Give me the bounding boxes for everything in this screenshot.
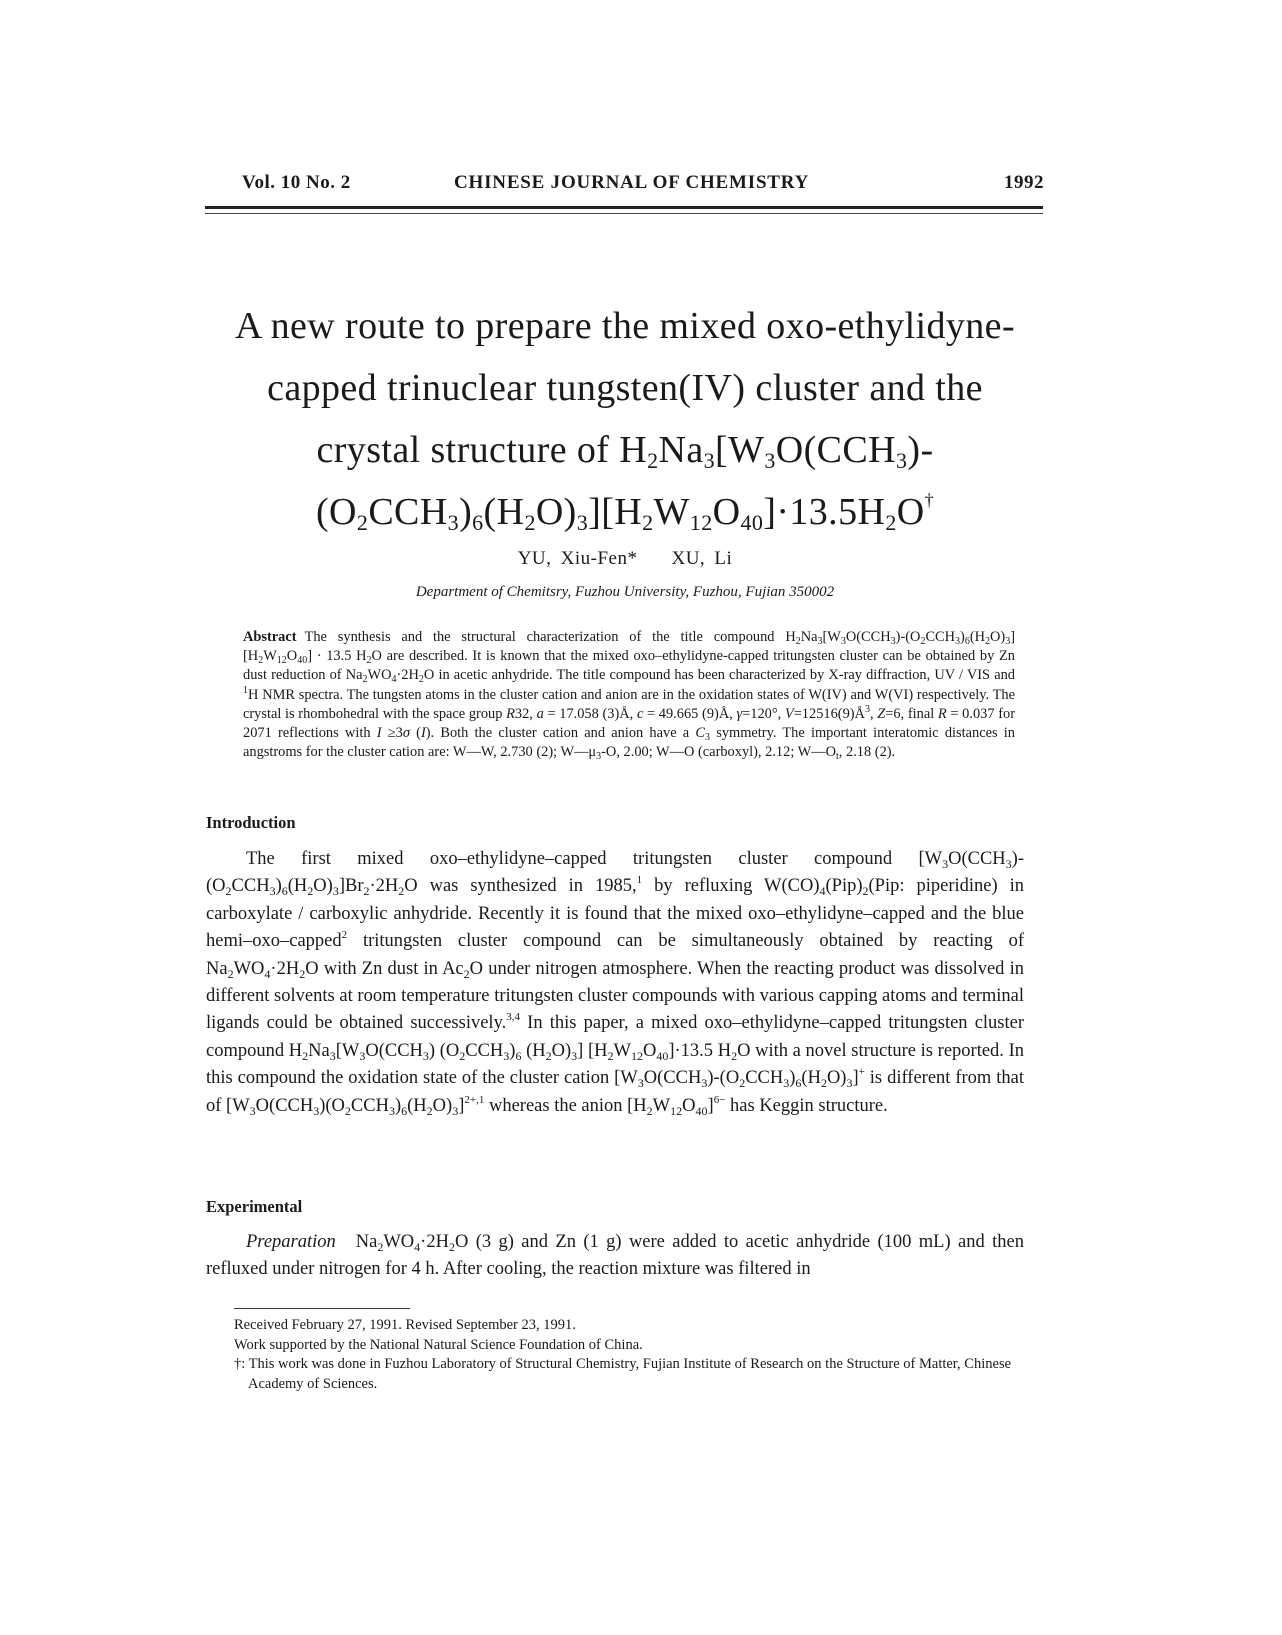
author-yu: YU, Xiu-Fen* (517, 548, 638, 569)
author-list (200, 548, 1050, 570)
section-heading-experimental: Experimental (206, 1197, 303, 1216)
article-title (200, 295, 1050, 543)
footnote-support: Work supported by the National Natural Science Foundation of China. (234, 1336, 643, 1353)
author-xu: XU, Li (671, 548, 733, 569)
abstract: Abstract The synthesis and the structural characterization of the title compound $H_2Na_3[W_3O(CCH_3)-(O_2CCH_3)_6(H_2O)_3] [H_2W_{12}O_{40}] \cdot 13.5$ $H_2O$ are described. It is known that the mixed oxo–ethylidyne-capped tritungsten cluster can be obtained by Zn dust reduction of $Na_2WO_4\cdot 2H_2O$ in acetic anhydride. The title compound has been characterized by X-ray diffraction, UV / VIS and $^1$H NMR spectra. The tungsten atoms in the cluster cation and anion are in the oxidation states of W(IV) and W(VI) respectively. The crystal is rhombohedral with the space group R32, a = 17.058 (3)Å, c = 49.665 (9)Å, γ=120°, $V=12516(9)Å^3$, Z=6, final R = 0.037 for 2071 reflections with I ≥3σ (I). Both the cluster cation and anion have a $C_3$ symmetry. The important interatomic distances in angstroms for the cluster cation are: W—W, 2.730 (2); $W—\mu_3-O$, 2.00; W—O (carboxyl), 2.12; $W—O_t$, 2.18 (2). (243, 629, 1016, 763)
affiliation: Department of Chemitsry, Fuzhou University, Fuzhou, Fujian 350002 (415, 584, 835, 600)
section-heading-introduction: Introduction (206, 813, 296, 832)
footnote-dagger: †: This work was done in Fuzhou Laboratory of Structural Chemistry, Fujian Institute of Research on the Structure of Matter, Chinese Academy of Sciences. (234, 1356, 1012, 1392)
abstract-label: Abstract (243, 629, 297, 645)
volume-number: Vol. 10 No. 2 (242, 172, 351, 193)
title-line-2: capped trinuclear tungsten(IV) cluster and the (267, 367, 983, 410)
title-line-3: crystal structure of $H_2Na_3[W_3O(CCH_3)-$ (316, 429, 934, 474)
publication-year: 1992 (1004, 172, 1044, 193)
header-rule-thick (205, 206, 1043, 209)
experimental-paragraph: Preparation $Na_2WO_4\cdot 2H_2O$ (3 g) and Zn (1 g) were added to acetic anhydride (100 mL) and then refluxed under nitrogen for 4 h. After cooling, the reaction mixture was filtered in (206, 1232, 1024, 1280)
dagger-mark: † (924, 490, 934, 511)
header-rule-thin (205, 213, 1043, 214)
footnotes (234, 1316, 1024, 1394)
title-line-1: A new route to prepare the mixed oxo-ethylidyne- (234, 305, 1016, 348)
journal-name: CHINESE JOURNAL OF CHEMISTRY (454, 172, 810, 193)
footnote-rule (234, 1308, 410, 1309)
preparation-label: Preparation (246, 1232, 336, 1252)
running-head (232, 172, 1044, 198)
title-line-4: $(O_2CCH_3)_6(H_2O)_3][H_2W_{12}O_{40}]\cdot 13.5H_2O^\dagger$ (316, 490, 934, 536)
footnote-received: Received February 27, 1991. Revised September 23, 1991. (234, 1317, 576, 1333)
introduction-paragraph: The first mixed oxo–ethylidyne–capped tritungsten cluster compound $[W_3O(CCH_3)-(O_2CCH_3)_6(H_2O)_3]Br_2\cdot 2H_2O$ was synthesized in 1985,$^1$ by refluxing $W(CO)_4(Pip)_2(Pip$: piperidine) in carboxylate / carboxylic anhydride. Recently it is found that the mixed oxo–ethylidyne–capped and the blue hemi–oxo–capped$^2$ tritungsten cluster compound can be simultaneously obtained by reacting of $Na_2WO_4\cdot 2H_2O$ with Zn dust in $Ac_2O$ under nitrogen atmosphere. When the reacting product was dissolved in different solvents at room temperature tritungsten cluster compounds with various capping atoms and terminal ligands could be obtained successively.$^{3,4}$ In this paper, a mixed oxo–ethylidyne–capped tritungsten cluster compound $H_2Na_3[W_3O(CCH_3)$ $(O_2CCH_3)_6$ $(H_2O)_3$] $[H_2W_{12}O_{40}]\cdot 13.5$ $H_2O$ with a novel structure is reported. In this compound the oxidation state of the cluster cation $[W_3O(CCH_3)-(O_2CCH_3)_6(H_2O)_3]^+$ is different from that of $[W_3O(CCH_3)(O_2CCH_3)_6(H_2O)_3]^{2+,1}$ whereas the anion $[H_2W_{12}O_{40}]^{6-}$ has Keggin structure. (206, 849, 1025, 1118)
